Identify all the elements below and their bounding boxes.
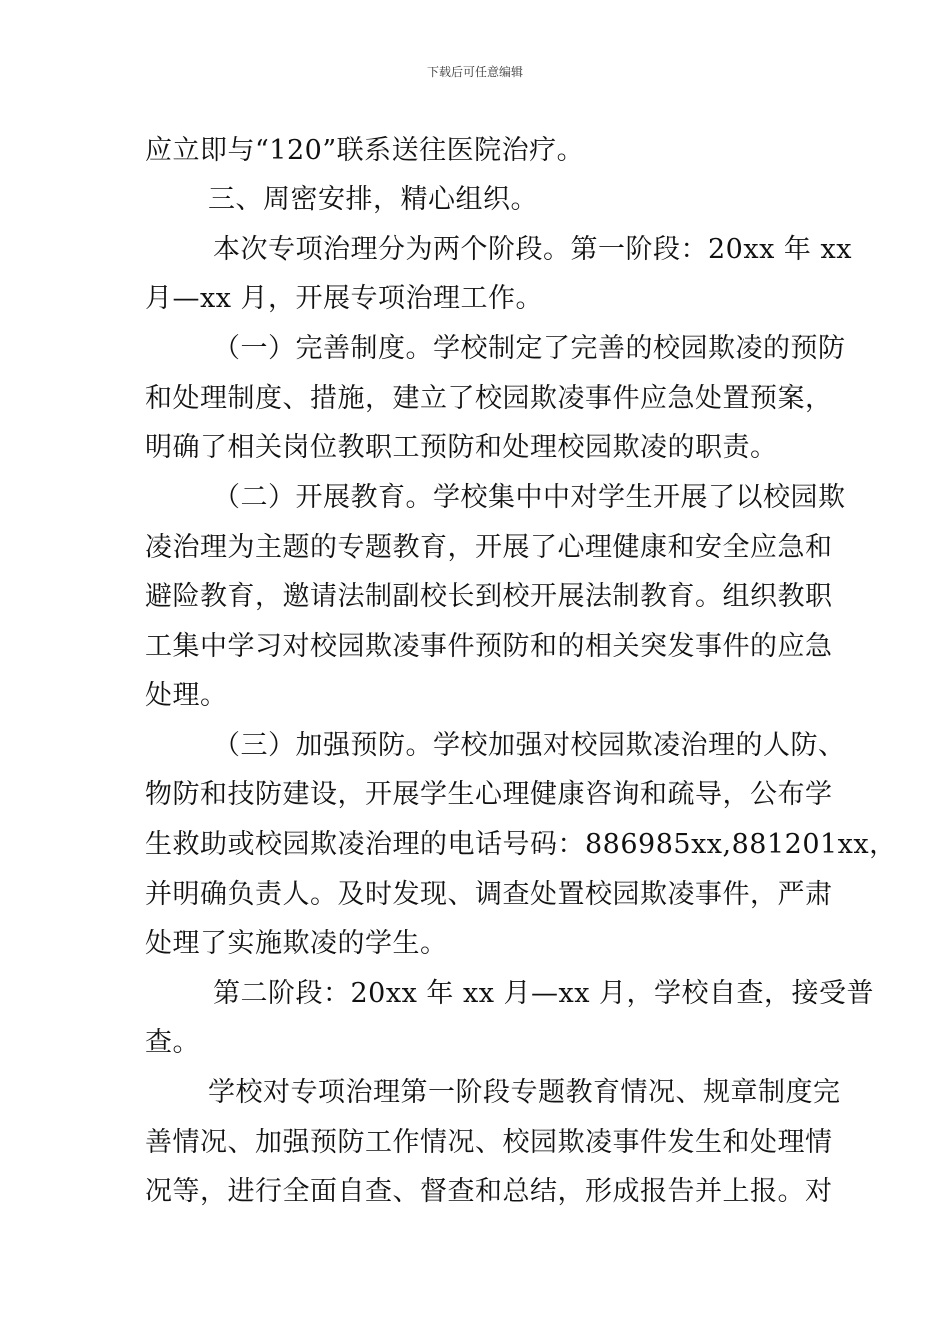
text-line: 凌治理为主题的专题教育，开展了心理健康和安全应急和 <box>145 532 833 563</box>
text-line: （二）开展教育。学校集中中对学生开展了以校园欺 <box>213 482 846 513</box>
text-line: 生救助或校园欺凌治理的电话号码：886985xx,881201xx， <box>145 829 897 860</box>
text-line: 处理了实施欺凌的学生。 <box>145 928 448 959</box>
text-line: 明确了相关岗位教职工预防和处理校园欺凌的职责。 <box>145 432 778 463</box>
text-line: 本次专项治理分为两个阶段。第一阶段：20xx 年 xx <box>213 234 852 265</box>
text-line: 避险教育，邀请法制副校长到校开展法制教育。组织教职 <box>145 581 833 612</box>
text-line: （一）完善制度。学校制定了完善的校园欺凌的预防 <box>213 333 846 364</box>
text-line: 物防和技防建设，开展学生心理健康咨询和疏导，公布学 <box>145 779 833 810</box>
text-line: 第二阶段：20xx 年 xx 月—xx 月，学校自查，接受普 <box>213 978 875 1009</box>
text-line: 学校对专项治理第一阶段专题教育情况、规章制度完 <box>208 1077 841 1108</box>
text-line: 况等，进行全面自查、督查和总结，形成报告并上报。对 <box>145 1176 833 1207</box>
text-line: 工集中学习对校园欺凌事件预防和的相关突发事件的应急 <box>145 631 833 662</box>
text-line: 和处理制度、措施，建立了校园欺凌事件应急处置预案， <box>145 383 833 414</box>
text-line: （三）加强预防。学校加强对校园欺凌治理的人防、 <box>213 730 846 761</box>
text-line: 查。 <box>145 1027 200 1058</box>
text-line: 善情况、加强预防工作情况、校园欺凌事件发生和处理情 <box>145 1127 833 1158</box>
text-line: 并明确负责人。及时发现、调查处置校园欺凌事件，严肃 <box>145 879 833 910</box>
text-line: 处理。 <box>145 680 228 711</box>
page-header-note: 下载后可任意编辑 <box>426 65 523 79</box>
text-line: 应立即与“120”联系送往医院治疗。 <box>145 135 585 166</box>
text-line: 月—xx 月，开展专项治理工作。 <box>145 283 544 314</box>
text-line: 三、周密安排，精心组织。 <box>208 184 538 215</box>
